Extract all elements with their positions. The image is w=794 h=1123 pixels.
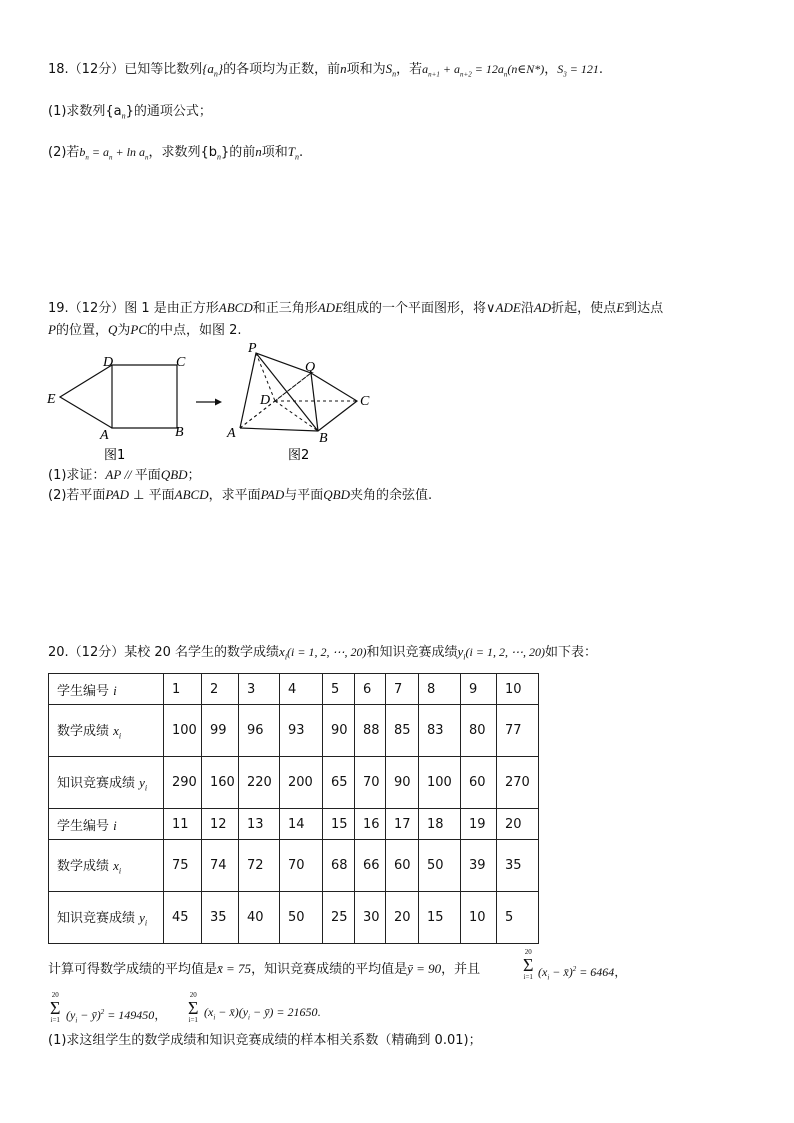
row-header-subscript: i <box>144 783 148 793</box>
q18-seq <box>202 61 224 79</box>
table-cell: 96 <box>239 705 280 757</box>
sum3-sub2: i <box>248 1013 250 1022</box>
row-header-variable: x <box>113 858 119 874</box>
q18-p2-ln-sub: n <box>144 153 149 162</box>
row-header-label: 知识竞赛成绩 <box>57 911 140 927</box>
q19-p2-abcd: ABCD <box>174 487 209 502</box>
q19-stem-line2 <box>48 321 242 340</box>
q18-header: 18.（12分）已知等比数列 <box>48 62 203 77</box>
table-cell: 6 <box>355 674 386 705</box>
q20-calc-e: ， <box>154 1008 167 1022</box>
q18-p2-a: (2)若 <box>48 145 80 160</box>
q18-sn <box>385 61 397 79</box>
table-cell: 72 <box>239 840 280 892</box>
q20-range1: (i = 1, 2, ⋯, 20) <box>287 645 367 659</box>
q18-equation <box>422 62 545 79</box>
q20-p1-text: (1)求这组学生的数学成绩和知识竞赛成绩的样本相关系数（精确到 0.01)； <box>48 1033 482 1048</box>
row-header-label: 数学成绩 <box>57 724 114 740</box>
q18-s3-val: = 121 <box>566 62 599 76</box>
table-cell: 70 <box>280 840 323 892</box>
q18-p2-eq-sub: n <box>109 153 113 162</box>
table-cell: 8 <box>419 674 461 705</box>
q20-sum1 <box>538 960 626 986</box>
sum2-bottom: i=1 <box>50 1016 60 1024</box>
q19-p1-b: 平面 <box>134 468 161 483</box>
sum3-rest: − x̄)(y <box>215 1005 249 1019</box>
q20-yi-sub: i <box>463 652 466 662</box>
table-cell: 77 <box>497 705 539 757</box>
q19-l1-a: 19.（12分）图 1 是由正方形 <box>48 301 219 316</box>
table-cell: 270 <box>497 757 539 809</box>
q19-l1-b: 和正三角形 <box>252 301 318 316</box>
table-cell: 30 <box>355 892 386 944</box>
q19-part2 <box>48 486 432 505</box>
q19-p2-pad2: PAD <box>260 487 285 502</box>
sum1-pow: 2 <box>572 965 577 973</box>
q18-eq-sub1: n+1 <box>428 70 440 79</box>
table-cell: 19 <box>461 809 497 840</box>
score-table-body <box>49 674 539 944</box>
table-cell: 85 <box>386 705 419 757</box>
fig2-label-A: A <box>227 426 236 441</box>
q19-l1-abcd: ABCD <box>218 300 253 315</box>
fig1-label-D: D <box>103 355 114 370</box>
q18-eq-rhs: = 12a <box>471 62 504 76</box>
q19-l1-f: 到达点 <box>624 301 664 316</box>
row-header <box>49 705 164 757</box>
table-cell: 90 <box>323 705 355 757</box>
fig2-label-P: P <box>248 341 257 356</box>
table-cell: 220 <box>239 757 280 809</box>
table-cell: 70 <box>355 757 386 809</box>
sum2-sigma-icon: 20 Σ i=1 <box>50 991 61 1024</box>
sum3-top: 20 <box>189 991 197 999</box>
q20-xi: x <box>279 644 285 659</box>
q19-p2-b: 平面 <box>148 488 175 503</box>
fig1-label-B: B <box>175 425 184 440</box>
table-cell: 160 <box>202 757 239 809</box>
row-header-label: 学生编号 <box>57 818 114 834</box>
table-cell: 12 <box>202 809 239 840</box>
q20-xi-sub: i <box>284 652 288 662</box>
sum2-sub: i <box>75 1016 78 1025</box>
row-header-variable: y <box>139 910 145 926</box>
fig1-label-A: A <box>100 428 109 443</box>
table-cell: 290 <box>164 757 202 809</box>
table-cell: 5 <box>323 674 355 705</box>
q20-sum3 <box>204 1003 321 1026</box>
q18-p2-b: b <box>79 145 86 159</box>
table-cell: 2 <box>202 674 239 705</box>
table-cell: 5 <box>497 892 539 944</box>
sum3-sigma-icon: 20 Σ i=1 <box>188 991 199 1024</box>
q19-p1-plane: QBD <box>160 467 188 482</box>
q20-l1-b: 和知识竞赛成绩 <box>366 645 458 660</box>
table-cell: 35 <box>497 840 539 892</box>
q19-stem-line1 <box>48 299 663 318</box>
sum1-rest: − x̄) <box>549 965 573 979</box>
table-cell: 60 <box>461 757 497 809</box>
q19-p2-a: (2)若平面 <box>48 488 106 503</box>
q18-part2 <box>48 143 303 167</box>
q19-l2-PC: PC <box>130 322 147 337</box>
table-cell: 80 <box>461 705 497 757</box>
q18-s-sub: n <box>392 69 397 79</box>
table-cell: 99 <box>202 705 239 757</box>
q19-p2-c: ，求平面 <box>208 488 261 503</box>
row-header-subscript: i <box>118 731 122 741</box>
row-header-variable: y <box>139 775 145 791</box>
table-cell: 20 <box>386 892 419 944</box>
q19-l2-b: 为 <box>117 323 131 338</box>
q18-p2-ln: + ln a <box>112 145 145 159</box>
table-cell: 100 <box>419 757 461 809</box>
q20-part1 <box>48 1032 482 1050</box>
q18-p2-mid2: }的前 <box>221 145 256 160</box>
sum2-top: 20 <box>51 991 59 999</box>
q18-mid2: 项和为 <box>346 62 386 77</box>
q19-part1 <box>48 466 201 485</box>
row-header <box>49 674 164 705</box>
table-cell: 20 <box>497 809 539 840</box>
q18-p2-end: . <box>299 145 304 160</box>
fig2-label-B: B <box>319 431 328 446</box>
table-cell: 45 <box>164 892 202 944</box>
q18-s: S <box>385 61 393 76</box>
q20-sum2 <box>66 1003 166 1029</box>
table-cell: 88 <box>355 705 386 757</box>
q19-p2-pad: PAD <box>105 487 130 502</box>
q18-p2-mid: ，求数列{b <box>148 145 217 160</box>
q19-p2-e: 夹角的余弦值. <box>349 488 433 503</box>
table-row <box>49 674 539 705</box>
table-cell: 83 <box>419 705 461 757</box>
q20-stem <box>48 643 597 667</box>
q19-p2-qbd: QBD <box>323 487 350 502</box>
q18-p1-end: }的通项公式； <box>125 104 212 119</box>
q18-eq-plus: + a <box>439 62 461 76</box>
table-cell: 100 <box>164 705 202 757</box>
q20-l1-c: 如下表： <box>544 645 597 660</box>
q20-calc-c: ，并且 <box>441 962 481 977</box>
q18-p2-eq: = a <box>88 145 110 159</box>
table-cell: 1 <box>164 674 202 705</box>
q19-l1-ad: AD <box>533 300 552 315</box>
q19-l2-P: P <box>48 322 56 337</box>
fold-arrow <box>196 399 222 406</box>
table-cell: 68 <box>323 840 355 892</box>
table-cell: 10 <box>461 892 497 944</box>
row-header <box>49 840 164 892</box>
q18-s3-sub: 3 <box>563 70 567 79</box>
q19-p2-perp: ⊥ <box>129 488 149 503</box>
table-row <box>49 840 539 892</box>
fig2-label-Q: Q <box>305 360 316 375</box>
q19-l1-d: 沿 <box>520 301 534 316</box>
sum3-sub: i <box>213 1013 216 1022</box>
figure-1 <box>46 355 186 443</box>
sum2-val: = 149450 <box>104 1008 155 1022</box>
q18-p1-text: (1)求数列{a <box>48 104 122 119</box>
table-cell: 10 <box>497 674 539 705</box>
table-cell: 75 <box>164 840 202 892</box>
q20-calc-b: ，知识竞赛成绩的平均值是 <box>251 962 408 977</box>
sum1-val: = 6464 <box>576 965 615 979</box>
table-row <box>49 809 539 840</box>
q20-ybar: ȳ = 90 <box>407 961 442 976</box>
table-cell: 18 <box>419 809 461 840</box>
q18-seq-close: } <box>217 61 224 76</box>
sum2-pow: 2 <box>100 1008 105 1016</box>
fig2-label-D: D <box>260 393 271 408</box>
table-cell: 39 <box>461 840 497 892</box>
q18-eq-sub3: n <box>503 70 508 79</box>
q19-p1-expr: AP // <box>105 467 135 482</box>
q18-p2-n: n <box>255 144 262 159</box>
table-cell: 65 <box>323 757 355 809</box>
table-cell: 25 <box>323 892 355 944</box>
sum3-val: = 21650 <box>273 1005 318 1019</box>
row-header-label: 学生编号 <box>57 683 114 699</box>
table-cell: 40 <box>239 892 280 944</box>
q18-part1 <box>48 103 212 126</box>
q19-p2-d: 与平面 <box>284 488 324 503</box>
table-cell: 15 <box>419 892 461 944</box>
fig2-caption: 图2 <box>288 448 310 463</box>
fig1-label-C: C <box>176 355 186 370</box>
fig1-label-E: E <box>47 392 56 407</box>
row-header-subscript: i <box>144 918 148 928</box>
q18-p2-b-sub: n <box>85 153 89 162</box>
row-header <box>49 892 164 944</box>
q19-l2-Q: Q <box>107 322 118 337</box>
table-cell: 17 <box>386 809 419 840</box>
q19-l2-a: 的位置， <box>55 323 108 338</box>
q19-l1-c: 组成的一个平面图形，将∨ <box>343 301 496 316</box>
q20-yi: y <box>457 644 464 659</box>
fig1-caption: 图1 <box>104 448 126 463</box>
q18-seq-sub: n <box>213 69 218 79</box>
q18-mid3: ，若 <box>396 62 423 77</box>
q18-p2-t: T <box>287 144 296 159</box>
q19-p1-a: (1)求证： <box>48 468 106 483</box>
q20-calc-d: ， <box>614 965 627 979</box>
q18-n: n <box>340 61 347 76</box>
sum1-expr: (x <box>538 965 548 979</box>
q20-range2: (i = 1, 2, ⋯, 20) <box>465 645 545 659</box>
sum1-bottom: i=1 <box>523 973 533 981</box>
q18-mid1: 的各项均为正数，前 <box>223 62 341 77</box>
table-cell: 93 <box>280 705 323 757</box>
row-header-label: 知识竞赛成绩 <box>57 776 140 792</box>
sum1-sub: i <box>547 973 550 982</box>
q20-calc-f: . <box>317 1005 321 1019</box>
q18-p2-formula <box>79 145 149 162</box>
table-cell: 7 <box>386 674 419 705</box>
score-table <box>48 673 539 944</box>
q18-mid4: ， <box>544 62 558 77</box>
sum1-sigma-icon: 20 Σ i=1 <box>523 948 534 981</box>
table-cell: 200 <box>280 757 323 809</box>
table-row <box>49 757 539 809</box>
table-cell: 90 <box>386 757 419 809</box>
q18-condition: (n∈N*) <box>507 62 545 76</box>
table-cell: 60 <box>386 840 419 892</box>
q18-s3-s: S <box>557 62 564 76</box>
q20-l1-a: 20.（12分）某校 20 名学生的数学成绩 <box>48 645 280 660</box>
q19-l1-ade: ADE <box>317 300 344 315</box>
table-cell: 35 <box>202 892 239 944</box>
sum1-top: 20 <box>524 948 532 956</box>
q18-eq-a: a <box>422 62 429 76</box>
q18-s3 <box>557 62 599 79</box>
q20-xbar: x̄ = 75 <box>217 961 252 976</box>
q19-p1-end: ； <box>187 468 201 483</box>
figure-2 <box>226 341 370 446</box>
row-header <box>49 809 164 840</box>
row-header-subscript: i <box>118 866 122 876</box>
fig2-label-C: C <box>360 394 370 409</box>
q18-seq-a: {a <box>202 61 214 76</box>
row-header-label: 数学成绩 <box>57 859 114 875</box>
q18-p2-t-sub: n <box>295 152 300 162</box>
q19-figures <box>0 340 794 470</box>
table-row <box>49 705 539 757</box>
sum3-bottom: i=1 <box>188 1016 198 1024</box>
row-header <box>49 757 164 809</box>
q19-l1-ade2: ADE <box>495 300 521 315</box>
q18-p1-sub: n <box>121 111 126 121</box>
q18-p2-mid3: 项和 <box>261 145 288 160</box>
table-cell: 3 <box>239 674 280 705</box>
sum2-rest: − ȳ) <box>77 1008 101 1022</box>
table-cell: 4 <box>280 674 323 705</box>
row-header-variable: x <box>113 723 119 739</box>
table-row <box>49 892 539 944</box>
q20-calc-a: 计算可得数学成绩的平均值是 <box>48 962 218 977</box>
q19-l1-E: E <box>616 300 625 315</box>
table-cell: 14 <box>280 809 323 840</box>
sum2-expr: (y <box>66 1008 76 1022</box>
q18-eq-sub2: n+2 <box>460 70 472 79</box>
table-cell: 16 <box>355 809 386 840</box>
table-cell: 66 <box>355 840 386 892</box>
q18-p2-mid-sub: n <box>217 152 221 162</box>
table-cell: 15 <box>323 809 355 840</box>
table-cell: 9 <box>461 674 497 705</box>
table-cell: 13 <box>239 809 280 840</box>
q19-l1-e: 折起，使点 <box>551 301 617 316</box>
row-header-variable: i <box>113 817 117 833</box>
q18-end: . <box>598 62 604 77</box>
table-cell: 50 <box>280 892 323 944</box>
table-cell: 74 <box>202 840 239 892</box>
row-header-variable: i <box>113 682 117 698</box>
table-cell: 11 <box>164 809 202 840</box>
q18-stem <box>48 60 603 84</box>
table-cell: 50 <box>419 840 461 892</box>
q19-l2-c: 的中点，如图 2. <box>147 323 242 338</box>
sum3-rest2: − ȳ) <box>249 1005 274 1019</box>
q20-calc-line1 <box>48 960 480 979</box>
sum3-expr: (x <box>204 1005 214 1019</box>
